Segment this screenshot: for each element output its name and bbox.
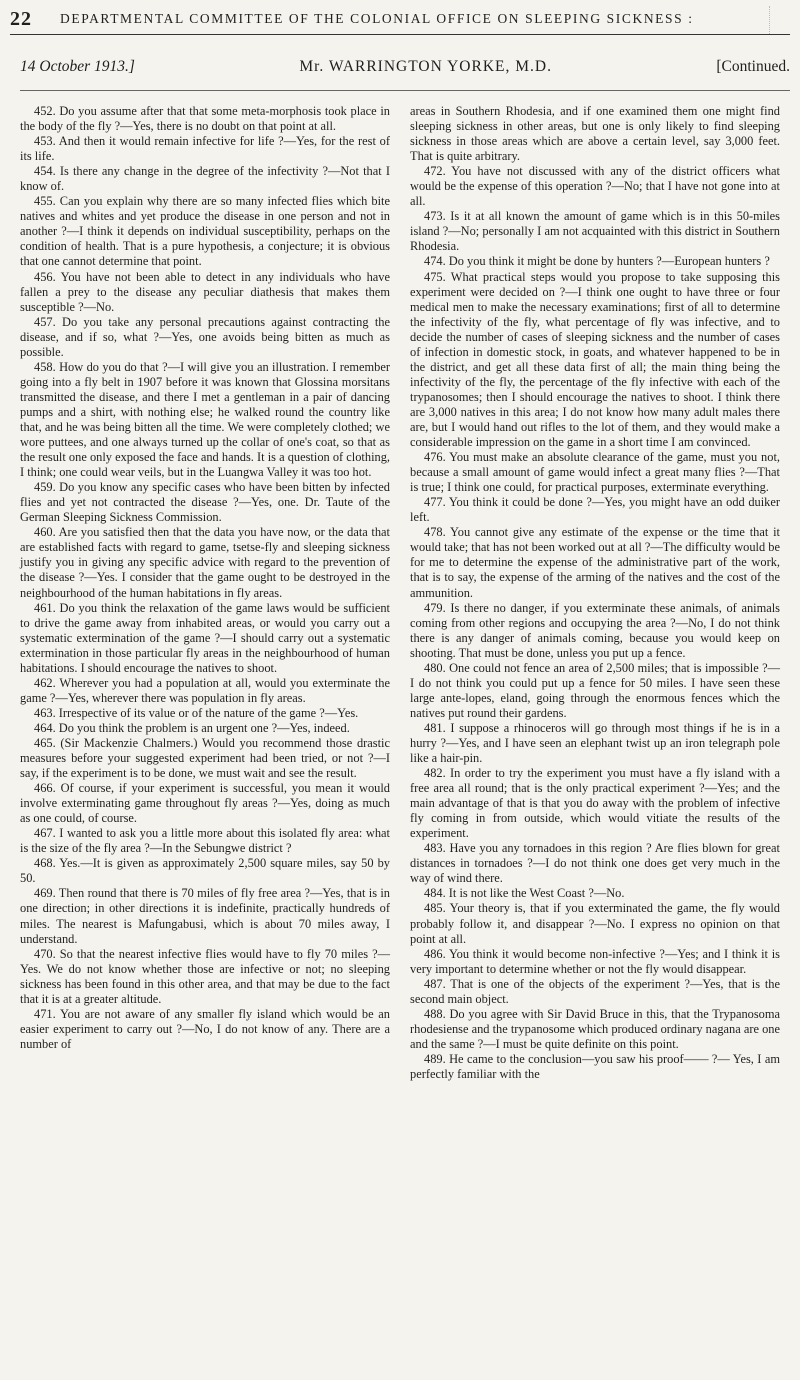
paragraph: 456. You have not been able to detect in any individuals who have fallen a prey to the disease any peculiar diathesis that makes them susceptible ?—No.	[20, 269, 390, 314]
paragraph: 472. You have not discussed with any of the district officers what would be the expense of this operation ?—No; that I have not gone into at all.	[410, 164, 780, 209]
paragraph: 488. Do you agree with Sir David Bruce in this, that the Trypanosoma rhodesiense and the trypanosome which produced ordinary nagana are one and the same ?—I must be quite definite on this point.	[410, 1006, 780, 1051]
paragraph: 484. It is not like the West Coast ?—No.	[424, 886, 625, 901]
paragraph: 460. Are you satisfied then that the data you have now, or the data that are established facts with regard to game, tsetse-fly and sleeping sickness justify you in giving any specific advice with regard to the prevention of the disease ?—Yes. I consider that the game ought to be destroyed in the neighbourhood of the human habitations in fly areas.	[20, 525, 390, 600]
paragraph: 479. Is there no danger, if you exterminate these animals, of animals coming from other regions and occupying the area ?—No, I do not think there is any danger of animals coming, because you would keep on shooting. That must be done, unless you put up a fence.	[410, 600, 780, 660]
paragraph: 465. (Sir Mackenzie Chalmers.) Would you recommend those drastic measures before your suggested experiment had been tried, or not ?—I say, if the experiment is to be done, we must wait and see the result.	[20, 735, 390, 781]
paragraph: 480. One could not fence an area of 2,500 miles; that is impossible ?—I do not think you could put up a fence for 50 miles. I have seen these large ante-lopes, eland, going through the enormous fences which the natives put round their gardens.	[410, 660, 780, 720]
paragraph: 468. Yes.—It is given as approximately 2,500 square miles, say 50 by 50.	[20, 856, 390, 886]
paragraph: 454. Is there any change in the degree of the infectivity ?—Not that I know of.	[20, 164, 390, 194]
page-number: 22	[10, 7, 32, 30]
paragraph: 458. How do you do that ?—I will give you an illustration. I remember going into a fly belt in 1907 before it was known that Glossina morsitans transmitted the disease, and there I met a gentleman in a pair of dancing pumps and a shirt, with nothing else; he walked round the country like that, and he was being bitten all the time. We were completely clothed; we wore puttees, and one always turned up the collar of one's coat, so that as the result one only exposed the face and hands. It is a question of clothing, I think; one could wear veils, but in the Luangwa Valley it was too hot.	[20, 359, 390, 480]
paragraph: 481. I suppose a rhinoceros will go through most things if he is in a hurry ?—Yes, and I have seen an elephant twist up an iron telegraph pole like a hair-pin.	[410, 720, 780, 766]
paragraph: 471. You are not aware of any smaller fly island which would be an easier experiment to carry out ?—No, I do not know of any. There are a number of	[20, 1006, 390, 1051]
paragraph: 466. Of course, if your experiment is successful, you mean it would involve exterminating game throughout fly areas ?—Yes, doing as much as one could, of course.	[20, 781, 390, 826]
page-header	[10, 8, 790, 30]
paragraph: 476. You must make an absolute clearance of the game, must you not, because a small amount of game would infect a great many flies ?—That is true; I think one could, for practical purposes, exterminate everything.	[410, 450, 780, 495]
paragraph: 469. Then round that there is 70 miles of fly free area ?—Yes, that is in one direction; in other directions it is indefinite, practically hundreds of miles. The nearest is Mafungabusi, which is about 70 miles away, I understand.	[20, 886, 390, 946]
paragraph: 452. Do you assume after that that some meta-morphosis took place in the body of the fly ?—Yes, there is no doubt on that point at all.	[20, 104, 390, 134]
paragraph: 486. You think it would become non-infective ?—Yes; and I think it is very important to determine whether or not the fly would disappear.	[410, 946, 780, 976]
paragraph: 462. Wherever you had a population at all, would you exterminate the game ?—Yes, wherever there was population in fly areas.	[20, 675, 390, 705]
paragraph: 453. And then it would remain infective for life ?—Yes, for the rest of its life.	[20, 134, 390, 164]
paragraph: 489. He came to the conclusion—you saw his proof—— ?— Yes, I am perfectly familiar with the	[410, 1051, 780, 1081]
paragraph: 461. Do you think the relaxation of the game laws would be sufficient to drive the game away from inhabited areas, or would you carry out a systematic extermination of the game ?—I should carry out a systematic extermination in those particular fly areas in the neighbourhood of human habitations. I should encourage the natives to shoot.	[20, 600, 390, 675]
paragraph: 473. Is it at all known the amount of game which is in this 50-miles island ?—No; personally I am not acquainted with this district in Southern Rhodesia.	[410, 209, 780, 254]
paragraph: 463. Irrespective of its value or of the nature of the game ?—Yes.	[34, 705, 359, 720]
continued-label: [Continued.	[716, 58, 790, 75]
edge-mark	[769, 6, 792, 34]
paragraph: 459. Do you know any specific cases who have been bitten by infected flies and yet not contracted the disease ?—Yes, one. Dr. Taute of the German Sleeping Sickness Commission.	[20, 480, 390, 525]
sub-header	[20, 56, 790, 78]
paragraph: 487. That is one of the objects of the experiment ?—Yes, that is the second main object.	[410, 976, 780, 1006]
paragraph: 467. I wanted to ask you a little more about this isolated fly area: what is the size of the fly area ?—In the Sebungwe district ?	[20, 826, 390, 856]
paragraph: 478. You cannot give any estimate of the expense or the time that it would take; that has not been worked out at all ?—The difficulty would be for me to determine the expense of the administrative part of the work, that is to say, the expense of the arming of the natives and the cost of the ammunition.	[410, 525, 780, 600]
hearing-date: 14 October 1913.]	[20, 58, 135, 75]
paragraph: 475. What practical steps would you propose to take supposing this experiment were decided on ?—I think one ought to have three or four medical men to make the necessary examinations; first of all to determine the infectivity of the fly, what percentage of fly was infective, and to decide the number of cases of sleeping sickness and the number of cases of infection in domestic stock, in goats, and whatever happened to be in the district, and get all these data first of all; the main thing being the infectivity of the fly, the percentage of the fly infective with each of the trypanosomes; then I should encourage the natives to shoot. I think there are 3,000 natives in this area; I do not know how many adult males there are, but I would hand out rifles to the lot of them, and they would make a considerable impression on the game in a short time I am convinced.	[410, 269, 780, 450]
right-column	[410, 104, 780, 1082]
paragraph: areas in Southern Rhodesia, and if one examined them one might find sleeping sickness in other areas, but one is only likely to find sleeping sickness in those areas which are above a certain level, say 3,000 feet. That is quite arbitrary.	[410, 104, 780, 164]
paragraph: 474. Do you think it might be done by hunters ?—European hunters ?	[424, 254, 770, 269]
paragraph: 470. So that the nearest infective flies would have to fly 70 miles ?—Yes. We do not know whether those are infective or not; no sleeping sickness has been found in this other area, and that may be due to the fact that it is at a greater altitude.	[20, 946, 390, 1006]
left-column	[20, 104, 390, 1052]
paragraph: 464. Do you think the problem is an urgent one ?—Yes, indeed.	[34, 720, 350, 735]
sub-header-rule	[20, 90, 790, 91]
paragraph: 477. You think it could be done ?—Yes, you might have an odd duiker left.	[410, 495, 780, 525]
header-rule	[10, 34, 790, 35]
witness-name: Mr. WARRINGTON YORKE, M.D.	[299, 58, 552, 75]
paragraph: 483. Have you any tornadoes in this region ? Are flies blown for great distances in tornadoes ?—I do not think one does get very much in the way of wind there.	[410, 841, 780, 886]
paragraph: 482. In order to try the experiment you must have a fly island with a free area all round; that is the only practical experiment ?—Yes; and the main advantage of that is that you do away with the problem of infective fly coming in from outside, which would vitiate the results of the experiment.	[410, 766, 780, 841]
paragraph: 455. Can you explain why there are so many infected flies which bite natives and whites and yet produce the disease in one person and not in another ?—I think it depends on individual susceptibility, perhaps on the condition of health. That is a pure hypothesis, a conjecture; it is obvious that one cannot determine that point.	[20, 194, 390, 269]
paragraph: 485. Your theory is, that if you exterminated the game, the fly would probably follow it, and disappear ?—No. I express no opinion on that point at all.	[410, 901, 780, 946]
running-title: DEPARTMENTAL COMMITTEE OF THE COLONIAL OFFICE ON SLEEPING SICKNESS :	[60, 11, 694, 26]
paragraph: 457. Do you take any personal precautions against contracting the disease, and if so, what ?—Yes, one avoids being bitten as much as possible.	[20, 314, 390, 359]
